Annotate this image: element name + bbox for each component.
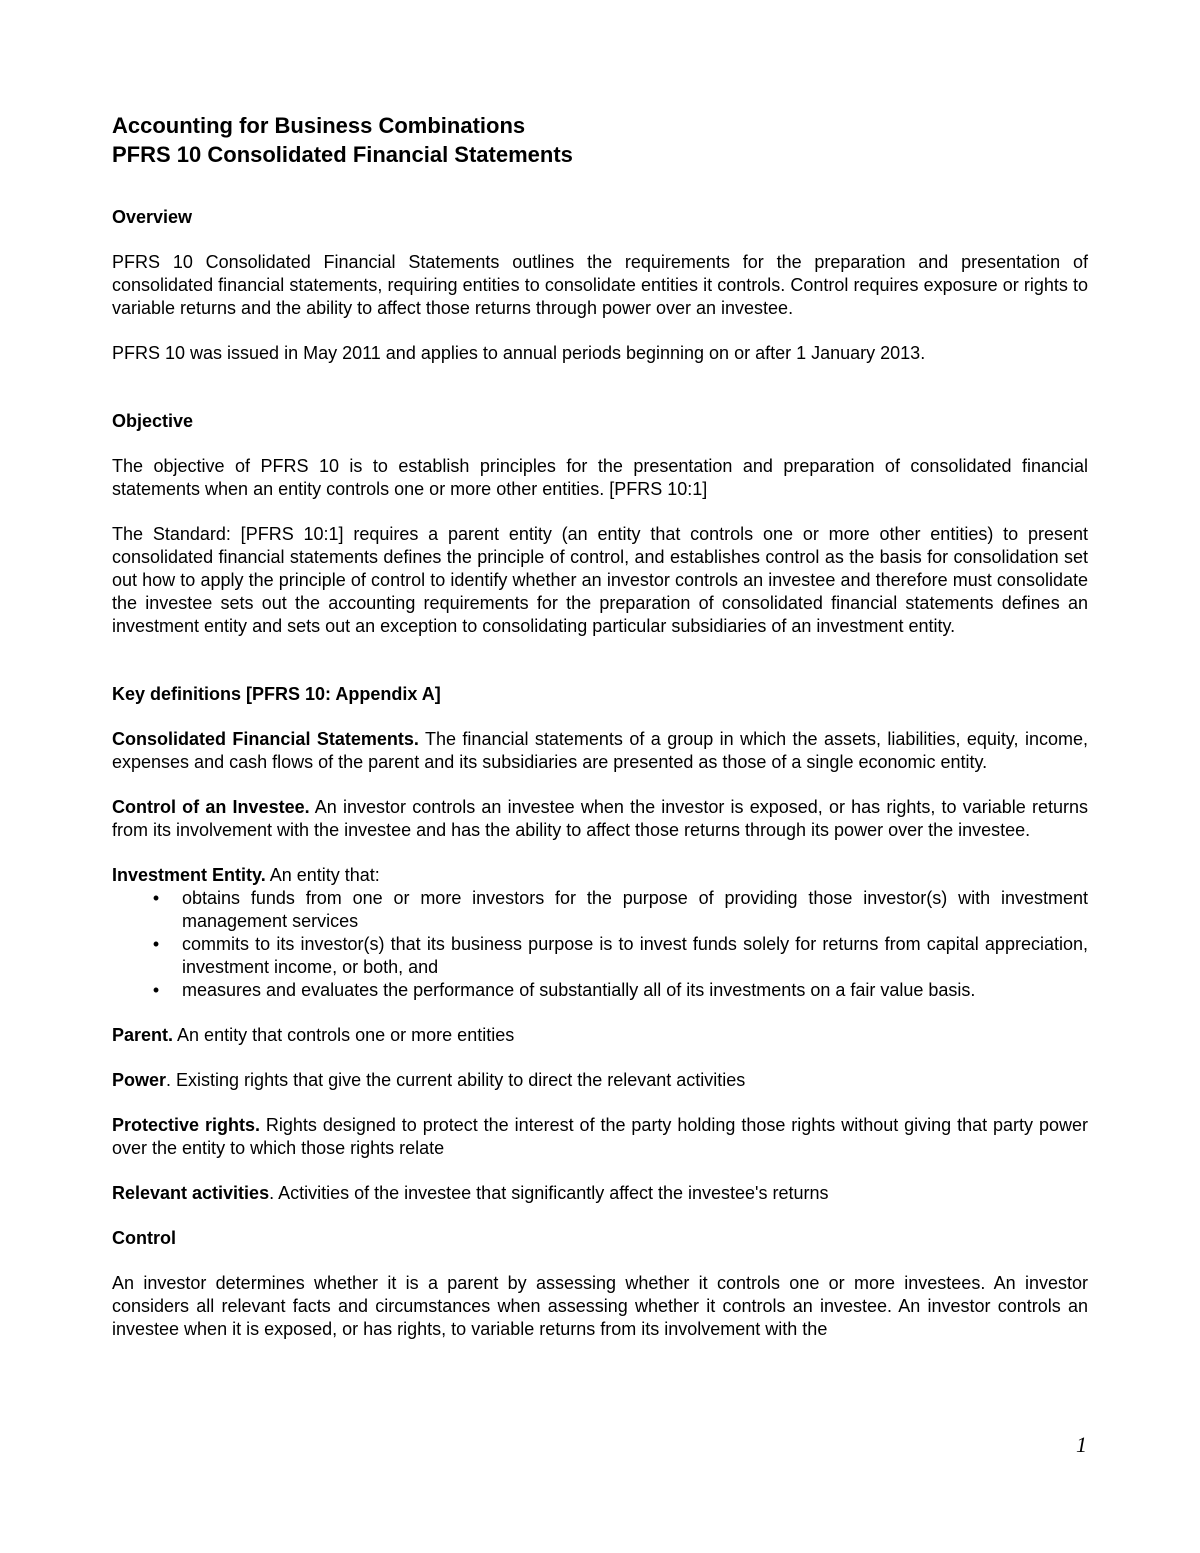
list-item-text: commits to its investor(s) that its business purpose is to invest funds solely for returns from capital appreciation, investment income, or both, and	[182, 934, 1088, 977]
definition-investment-entity	[112, 864, 1088, 887]
objective-paragraph-2: The Standard: [PFRS 10:1] requires a parent entity (an entity that controls one or more other entities) to present consolidated financial statements defines the principle of control, and establishes control as the basis for consolidation set out how to apply the principle of control to identify whether an investor controls an investee and therefore must consolidate the investee sets out the accounting requirements for the preparation of consolidated financial statements defines an investment entity and sets out an exception to consolidating particular subsidiaries of an investment entity.	[112, 524, 1088, 636]
investment-entity-bullet-list	[112, 887, 1088, 1002]
document-title-line1: Accounting for Business Combinations	[112, 113, 526, 138]
definition-control-of-investee	[112, 796, 1088, 842]
bullet-icon: •	[152, 980, 160, 1000]
definition-text: An investor controls an investee when the investor is exposed, or has rights, to variable returns from its involvement with the investee and has the ability to affect those returns through its power over the investee.	[112, 797, 1088, 840]
list-item-text: measures and evaluates the performance of substantially all of its investments on a fair value basis.	[182, 980, 976, 1000]
definition-term: Consolidated Financial Statements.	[112, 729, 419, 749]
definition-text: An entity that controls one or more entities	[173, 1025, 515, 1045]
list-item	[112, 933, 1088, 979]
overview-heading: Overview	[112, 207, 193, 227]
definition-term: Control of an Investee.	[112, 797, 310, 817]
list-item	[112, 887, 1088, 933]
definition-text: Rights designed to protect the interest of the party holding those rights without giving that party power over the entity to which those rights relate	[112, 1115, 1088, 1158]
definition-term: Parent.	[112, 1025, 174, 1045]
key-definitions-heading: Key definitions [PFRS 10: Appendix A]	[112, 684, 441, 704]
definition-consolidated-financial-statements	[112, 728, 1088, 774]
list-item	[112, 979, 1088, 1002]
definition-text: . Existing rights that give the current ability to direct the relevant activities	[166, 1070, 746, 1090]
bullet-icon: •	[152, 888, 160, 908]
definition-term: Protective rights.	[112, 1115, 260, 1135]
overview-paragraph-1: PFRS 10 Consolidated Financial Statements outlines the requirements for the preparation and presentation of consolidated financial statements, requiring entities to consolidate entities it controls. Control requires exposure or rights to variable returns and the ability to affect those returns through power over an investee.	[112, 252, 1088, 318]
objective-paragraph-1: The objective of PFRS 10 is to establish principles for the presentation and preparation of consolidated financial statements when an entity controls one or more other entities. [PFRS 10:1]	[112, 456, 1088, 499]
document-title-line2: PFRS 10 Consolidated Financial Statements	[112, 142, 573, 167]
definition-term: Investment Entity.	[112, 865, 266, 885]
definition-term: Relevant activities	[112, 1183, 270, 1203]
overview-paragraph-2: PFRS 10 was issued in May 2011 and applies to annual periods beginning on or after 1 January 2013.	[112, 343, 926, 363]
page-number: 1	[1076, 1432, 1087, 1457]
definition-parent	[112, 1024, 1088, 1047]
definition-text: The financial statements of a group in which the assets, liabilities, equity, income, expenses and cash flows of the parent and its subsidiaries are presented as those of a single economic entity.	[112, 729, 1089, 772]
bullet-icon: •	[152, 934, 160, 954]
control-paragraph-1: An investor determines whether it is a parent by assessing whether it controls one or more investees. An investor considers all relevant facts and circumstances when assessing whether it controls an investee. An investor controls an investee when it is exposed, or has rights, to variable returns from its involvement with the	[112, 1273, 1088, 1339]
definition-power	[112, 1069, 1088, 1092]
definition-text: An entity that:	[265, 865, 380, 885]
definition-protective-rights	[112, 1114, 1088, 1160]
definition-term: Power	[112, 1070, 167, 1090]
definition-text: . Activities of the investee that significantly affect the investee's returns	[269, 1183, 829, 1203]
list-item-text: obtains funds from one or more investors for the purpose of providing those investor(s) with investment management services	[182, 888, 1088, 931]
control-heading: Control	[112, 1228, 176, 1248]
objective-heading: Objective	[112, 411, 194, 431]
definition-relevant-activities	[112, 1182, 1088, 1205]
document-body	[112, 111, 1088, 1341]
